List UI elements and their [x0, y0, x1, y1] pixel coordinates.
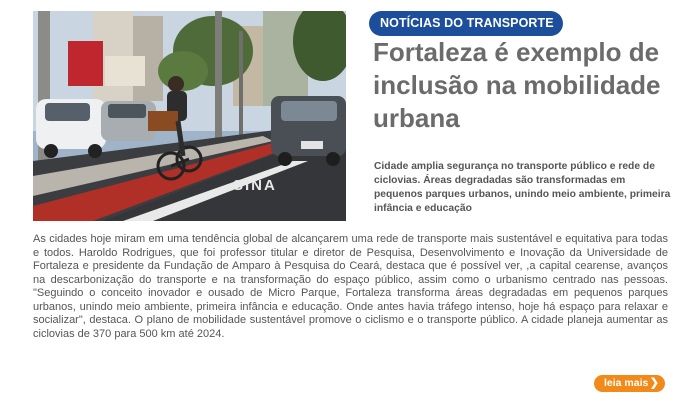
chevron-right-icon: ❯: [649, 377, 659, 389]
article-subtitle: Cidade amplia segurança no transporte público e rede de ciclovias. Áreas degradadas são transformadas em pequenos parques urbanos, unindo meio ambiente, primeira infância e educação: [374, 161, 671, 214]
category-tag: NOTÍCIAS DO TRANSPORTE: [369, 11, 563, 36]
read-more-label: leia mais: [604, 377, 649, 389]
article-headline: Fortaleza é exemplo de inclusão na mobilidade urbana: [373, 37, 661, 133]
read-more-button[interactable]: [594, 375, 665, 392]
road-marking-text: SINA: [233, 177, 277, 194]
article-body: As cidades hoje miram em uma tendência global de alcançarem uma rede de transporte mais sustentável e equitativa para todas e todos. Haroldo Rodrigues, que foi professor titular e diretor de Pesquisa, Desenvolvimento e Inovação da Universidade de Fortaleza e presidente da Fundação de Amparo à Pesquisa do Ceará, destaca que é possível ver, ,a capital cearense, avanços na descarbonização do transporte e na transformação do espaço público, assim como o urbanismo centrado nas pessoas. "Seguindo o conceito inovador e ousado de Micro Parque, Fortaleza transforma áreas degradadas em pequenos parques urbanos, unindo meio ambiente, primeira infância e educação. Onde antes havia tráfego intenso, hoje há espaço para relaxar e socializar", destaca. O plano de mobilidade sustentável promove o ciclismo e o transporte público. A cidade planeja aumentar as ciclovias de 370 para 500 km até 2024.: [33, 233, 668, 340]
article-photo: [33, 11, 346, 221]
